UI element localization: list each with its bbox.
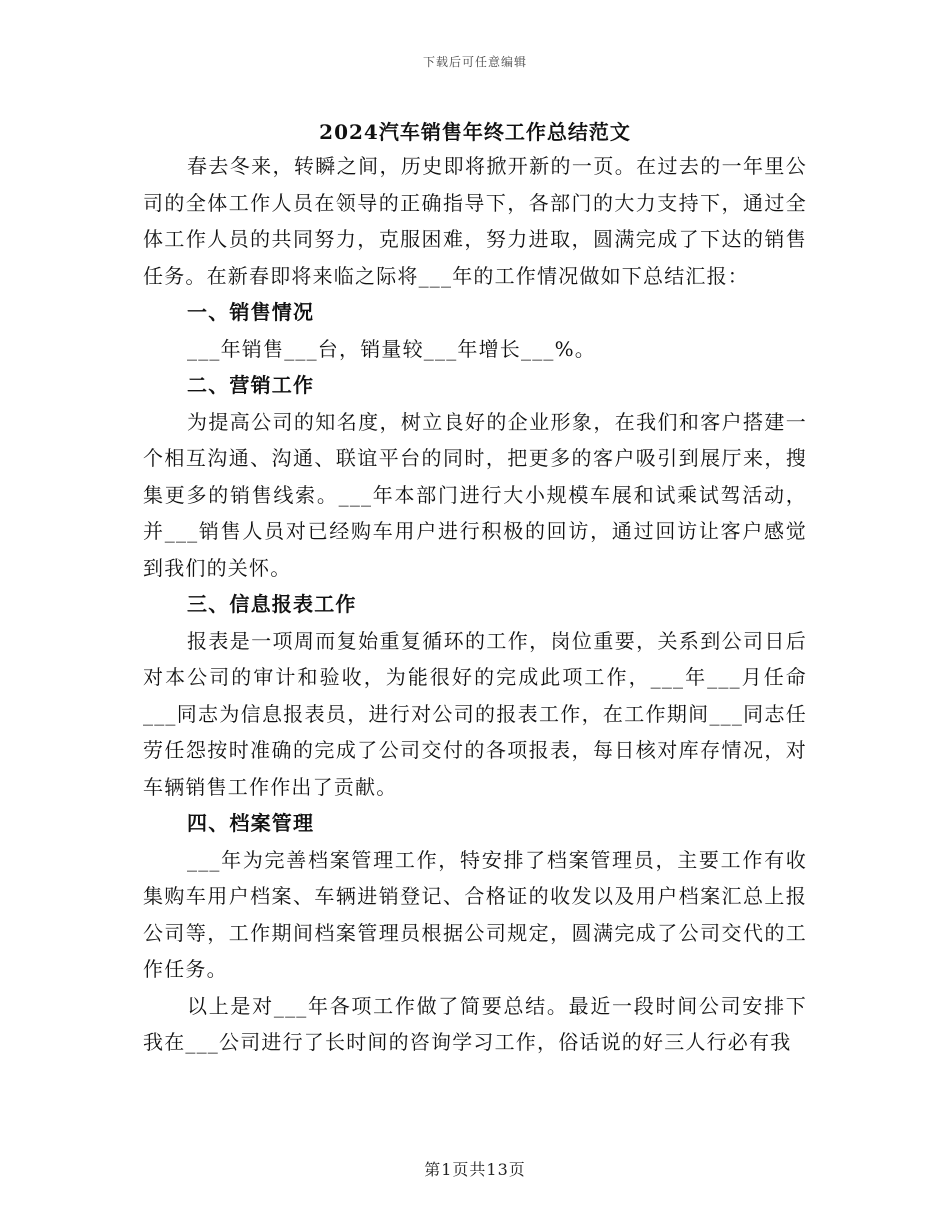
document-title: 2024汽车销售年终工作总结范文	[319, 120, 631, 144]
archives-paragraph: ___年为完善档案管理工作，特安排了档案管理员，主要工作有收集购车用户档案、车辆进销登记、合格证的收发以及用户档案汇总上报公司等，工作期间档案管理员根据公司规定，圆满完成了公司交代的工作任务。	[143, 847, 807, 981]
header-note: 下载后可任意编辑	[422, 55, 527, 69]
document-body	[143, 148, 807, 1061]
section-heading-archives: 四、档案管理	[187, 811, 315, 835]
summary-paragraph: 以上是对___年各项工作做了简要总结。最近一段时间公司安排下我在___公司进行了长时间的咨询学习工作，俗话说的好三人行必有我	[143, 993, 807, 1054]
page-footer: 第1页共13页	[424, 1160, 526, 1179]
marketing-paragraph: 为提高公司的知名度，树立良好的企业形象，在我们和客户搭建一个相互沟通、沟通、联谊平台的同时，把更多的客户吸引到展厅来，搜集更多的销售线索。___年本部门进行大小规模车展和试乘试驾活动，并___销售人员对已经购车用户进行积极的回访，通过回访让客户感觉到我们的关怀。	[143, 409, 807, 580]
section-heading-reports: 三、信息报表工作	[187, 592, 357, 616]
sales-paragraph: ___年销售___台，销量较___年增长___%。	[187, 336, 597, 361]
section-heading-sales: 一、销售情况	[187, 300, 315, 324]
intro-paragraph: 春去冬来，转瞬之间，历史即将掀开新的一页。在过去的一年里公司的全体工作人员在领导的正确指导下，各部门的大力支持下，通过全体工作人员的共同努力，克服困难，努力进取，圆满完成了下达的销售任务。在新春即将来临之际将___年的工作情况做如下总结汇报：	[143, 154, 807, 288]
section-heading-marketing: 二、营销工作	[187, 373, 315, 397]
reports-paragraph: 报表是一项周而复始重复循环的工作，岗位重要，关系到公司日后对本公司的审计和验收，为能很好的完成此项工作，___年___月任命___同志为信息报表员，进行对公司的报表工作，在工作期间___同志任劳任怨按时准确的完成了公司交付的各项报表，每日核对库存情况，对车辆销售工作作出了贡献。	[143, 628, 807, 799]
